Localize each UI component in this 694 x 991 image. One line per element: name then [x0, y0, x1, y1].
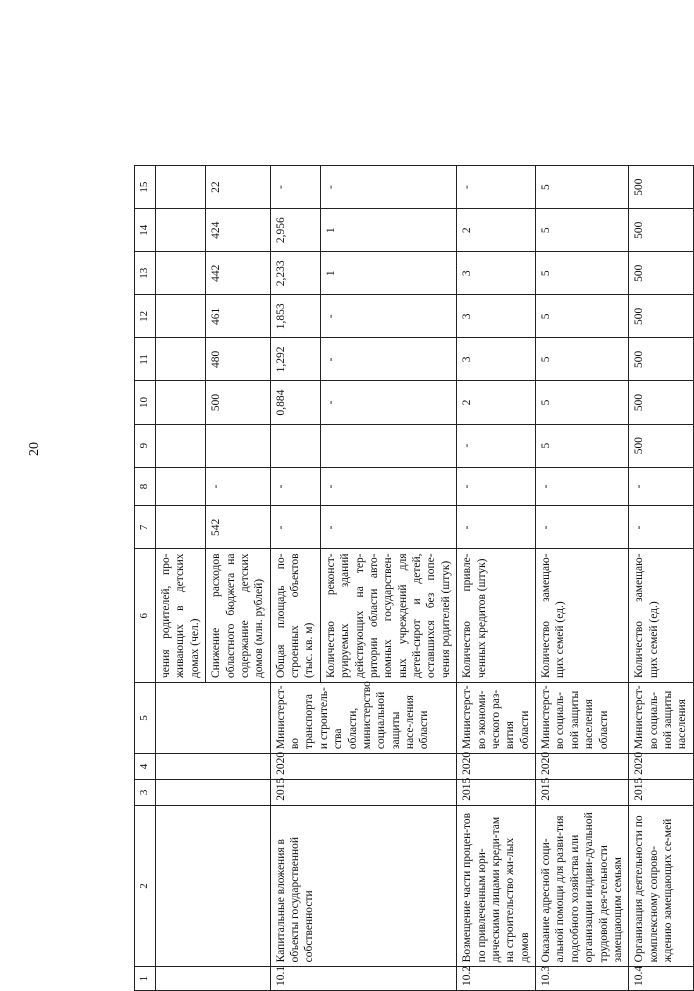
cell-empty	[156, 467, 206, 506]
value-cell: -	[457, 506, 536, 549]
value-cell: -	[320, 381, 456, 424]
value-cell: -	[536, 506, 629, 549]
value-cell: 461	[206, 295, 271, 338]
indicator-text: Количество реконст-руируемых зданий действующих на тер-ритории области авто-номных государствен-ных учреждений для детей-сирот и детей, оставшихся без попе-чения родителей (штук)	[320, 549, 456, 683]
value-cell: 3	[457, 338, 536, 381]
value-cell: -	[270, 506, 320, 549]
value-cell: -	[320, 506, 456, 549]
indicator-text: чения родителей, про-живающих в детских домах (чел.)	[156, 549, 206, 683]
executor: Министерст-во социаль-ной защиты населения	[629, 683, 694, 754]
executor: Министерст-во транспорта и строитель-ства области, министерство социальной защиты насе-ления области	[270, 683, 457, 754]
table-row	[270, 166, 320, 991]
value-cell: 5	[536, 252, 629, 295]
end-year: 2020	[629, 754, 694, 780]
col-header: 5	[135, 683, 156, 754]
value-cell	[320, 424, 456, 467]
start-year: 2015	[270, 779, 457, 805]
value-cell: -	[536, 467, 629, 506]
program-measures-table	[134, 165, 694, 991]
indicator-text: Количество привле-ченных кредитов (штук)	[457, 549, 536, 683]
value-cell: 500	[629, 209, 694, 252]
start-year: 2015	[457, 779, 536, 805]
value-cell: 3	[457, 295, 536, 338]
cell-empty	[156, 779, 271, 805]
col-header: 2	[135, 805, 156, 967]
cell-empty	[156, 295, 206, 338]
cell-empty	[156, 967, 271, 991]
table-row	[536, 166, 629, 991]
end-year: 2020	[457, 754, 536, 780]
cell-empty	[156, 424, 206, 467]
value-cell: 442	[206, 252, 271, 295]
indicator-text: Снижение расходов областного бюджета на содержание детских домов (млн. рублей)	[206, 549, 271, 683]
value-cell: -	[457, 424, 536, 467]
value-cell: -	[320, 166, 456, 209]
value-cell: 5	[536, 295, 629, 338]
col-header: 15	[135, 166, 156, 209]
value-cell: -	[629, 506, 694, 549]
value-cell: 500	[629, 295, 694, 338]
value-cell: -	[320, 338, 456, 381]
value-cell: 2,233	[270, 252, 320, 295]
cell-empty	[156, 338, 206, 381]
row-number: 10.4	[629, 967, 694, 991]
col-header: 9	[135, 424, 156, 467]
value-cell: 5	[536, 381, 629, 424]
start-year: 2015	[536, 779, 629, 805]
value-cell: 500	[629, 381, 694, 424]
cell-empty	[156, 683, 271, 754]
cell-empty	[156, 166, 206, 209]
col-header: 4	[135, 754, 156, 780]
col-header: 13	[135, 252, 156, 295]
start-year: 2015	[629, 779, 694, 805]
value-cell: 500	[629, 166, 694, 209]
continuation-row	[156, 166, 206, 991]
value-cell: 500	[629, 424, 694, 467]
value-cell: -	[320, 467, 456, 506]
measure-name: Возмещение части процен-тов по привлеченным юри-дическими лицами креди-там на строительство жи-лых домов	[457, 805, 536, 967]
row-number: 10.3	[536, 967, 629, 991]
col-header: 3	[135, 779, 156, 805]
measure-name: Капитальные вложения в объекты государственной собственности	[270, 805, 457, 967]
value-cell: -	[457, 467, 536, 506]
value-cell: 5	[536, 338, 629, 381]
end-year: 2020	[536, 754, 629, 780]
col-header: 8	[135, 467, 156, 506]
value-cell: 0,884	[270, 381, 320, 424]
value-cell: 500	[629, 338, 694, 381]
value-cell: -	[320, 295, 456, 338]
value-cell: 5	[536, 424, 629, 467]
indicator-text: Количество замещаю-щих семей (ед.)	[536, 549, 629, 683]
cell-empty	[156, 754, 271, 780]
measure-name: Оказание адресной соци-альной помощи для разви-тия подсобного хозяйства или организации индиви-дуальной трудовой дея-тельности замещающим семьям	[536, 805, 629, 967]
value-cell	[206, 424, 271, 467]
col-header: 12	[135, 295, 156, 338]
cell-empty	[156, 506, 206, 549]
executor: Министерст-во экономи-ческого раз-вития области	[457, 683, 536, 754]
executor: Министерст-во социаль-ной защиты населения области	[536, 683, 629, 754]
cell-empty	[156, 381, 206, 424]
value-cell: 5	[536, 166, 629, 209]
col-header: 1	[135, 967, 156, 991]
row-number: 10.2	[457, 967, 536, 991]
value-cell: -	[270, 467, 320, 506]
measure-name: Организация деятельности по комплексному сопрово-ждению замещающих се-мей	[629, 805, 694, 967]
value-cell: 2	[457, 209, 536, 252]
value-cell: -	[270, 166, 320, 209]
indicator-text: Общая площадь по-строенных объектов (тыс. кв. м)	[270, 549, 320, 683]
value-cell: 542	[206, 506, 271, 549]
value-cell: 5	[536, 209, 629, 252]
value-cell: 500	[206, 381, 271, 424]
header-row	[135, 166, 156, 991]
cell-empty	[156, 209, 206, 252]
col-header: 14	[135, 209, 156, 252]
col-header: 10	[135, 381, 156, 424]
table-row	[457, 166, 536, 991]
value-cell: 424	[206, 209, 271, 252]
value-cell: -	[206, 467, 271, 506]
indicator-text: Количество замещаю-щих семей (ед.)	[629, 549, 694, 683]
value-cell: 480	[206, 338, 271, 381]
end-year: 2020	[270, 754, 457, 780]
col-header: 6	[135, 549, 156, 683]
value-cell: 1	[320, 209, 456, 252]
col-header: 7	[135, 506, 156, 549]
row-number: 10.1	[270, 967, 457, 991]
cell-empty	[156, 805, 271, 967]
value-cell: -	[457, 166, 536, 209]
table-row	[629, 166, 694, 991]
value-cell: 1,853	[270, 295, 320, 338]
landscape-table-container	[134, 165, 689, 991]
value-cell: 500	[629, 252, 694, 295]
value-cell	[270, 424, 320, 467]
value-cell: -	[629, 467, 694, 506]
value-cell: 22	[206, 166, 271, 209]
value-cell: 2	[457, 381, 536, 424]
value-cell: 1	[320, 252, 456, 295]
page-number: 20	[27, 442, 42, 456]
col-header: 11	[135, 338, 156, 381]
cell-empty	[156, 252, 206, 295]
value-cell: 2,956	[270, 209, 320, 252]
value-cell: 3	[457, 252, 536, 295]
value-cell: 1,292	[270, 338, 320, 381]
